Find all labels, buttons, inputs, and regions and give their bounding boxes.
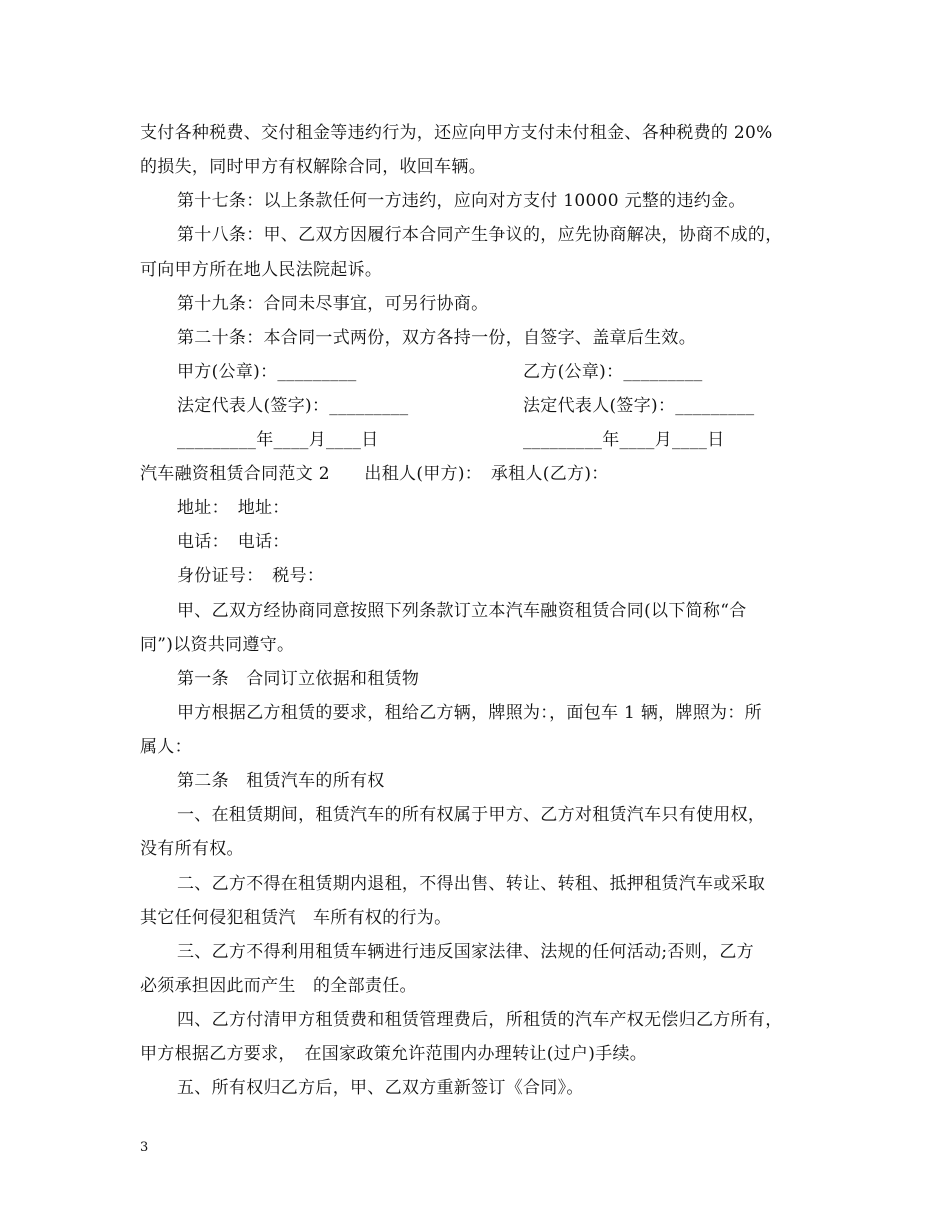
paragraph-line: 支付各种税费、交付租金等违约行为，还应向甲方支付未付租金、各种税费的 20% [140, 123, 773, 143]
paragraph-line: 没有所有权。 [140, 839, 244, 859]
paragraph-line: 二、乙方不得在租赁期内退租，不得出售、转让、转租、抵押租赁汽车或采取 [177, 874, 766, 894]
paragraph-line: 甲、乙双方经协商同意按照下列条款订立本汽车融资租赁合同(以下简称“合 [177, 601, 747, 621]
clause-20: 第二十条：本合同一式两份，双方各持一份，自签字、盖章后生效。 [177, 328, 696, 348]
page-number: 3 [140, 1140, 149, 1155]
paragraph-line: 一、在租赁期间，租赁汽车的所有权属于甲方、乙方对租赁汽车只有使用权， [177, 805, 766, 825]
clause-19: 第十九条：合同未尽事宜，可另行协商。 [177, 294, 489, 314]
paragraph-line: 属人： [140, 737, 192, 757]
party-b-date: _________年____月____日 [523, 430, 725, 450]
party-a-seal: 甲方(公章)：_________ [177, 362, 357, 382]
party-a-representative: 法定代表人(签字)：_________ [177, 396, 409, 416]
paragraph-line: 可向甲方所在地人民法院起诉。 [140, 260, 383, 280]
party-b-seal: 乙方(公章)：_________ [523, 362, 703, 382]
article-2-heading: 第二条 租赁汽车的所有权 [177, 771, 385, 791]
clause-17: 第十七条：以上条款任何一方违约，应向对方支付 10000 元整的违约金。 [177, 191, 746, 211]
paragraph-line: 的损失，同时甲方有权解除合同，收回车辆。 [140, 157, 486, 177]
paragraph-line: 甲方根据乙方要求， 在国家政策允许范围内办理转让(过户)手续。 [140, 1044, 648, 1064]
paragraph-line: 五、所有权归乙方后，甲、乙双方重新签订《合同》。 [177, 1078, 584, 1098]
party-a-date: _________年____月____日 [177, 430, 379, 450]
article-1-heading: 第一条 合同订立依据和租赁物 [177, 669, 420, 689]
paragraph-line: 甲方根据乙方租赁的要求，租给乙方辆，牌照为：，面包车 1 辆，牌照为：所 [177, 703, 762, 723]
paragraph-line: 三、乙方不得利用租赁车辆进行违反国家法律、法规的任何活动;否则，乙方 [177, 942, 754, 962]
phone-line: 电话： 电话： [177, 532, 290, 552]
document-title-2: 汽车融资租赁合同范文 2 出租人(甲方)： 承租人(乙方)： [140, 464, 609, 484]
paragraph-line: 必须承担因此而产生 的全部责任。 [140, 976, 417, 996]
party-b-representative: 法定代表人(签字)：_________ [523, 396, 755, 416]
paragraph-line: 其它任何侵犯租赁汽 车所有权的行为。 [140, 908, 452, 928]
paragraph-line: 四、乙方付清甲方租赁费和租赁管理费后，所租赁的汽车产权无偿归乙方所有， [177, 1010, 783, 1030]
clause-18: 第十八条：甲、乙双方因履行本合同产生争议的，应先协商解决，协商不成的， [177, 225, 783, 245]
address-line: 地址： 地址： [177, 498, 290, 518]
paragraph-line: 同”)以资共同遵守。 [140, 635, 295, 655]
id-line: 身份证号： 税号： [177, 566, 325, 586]
